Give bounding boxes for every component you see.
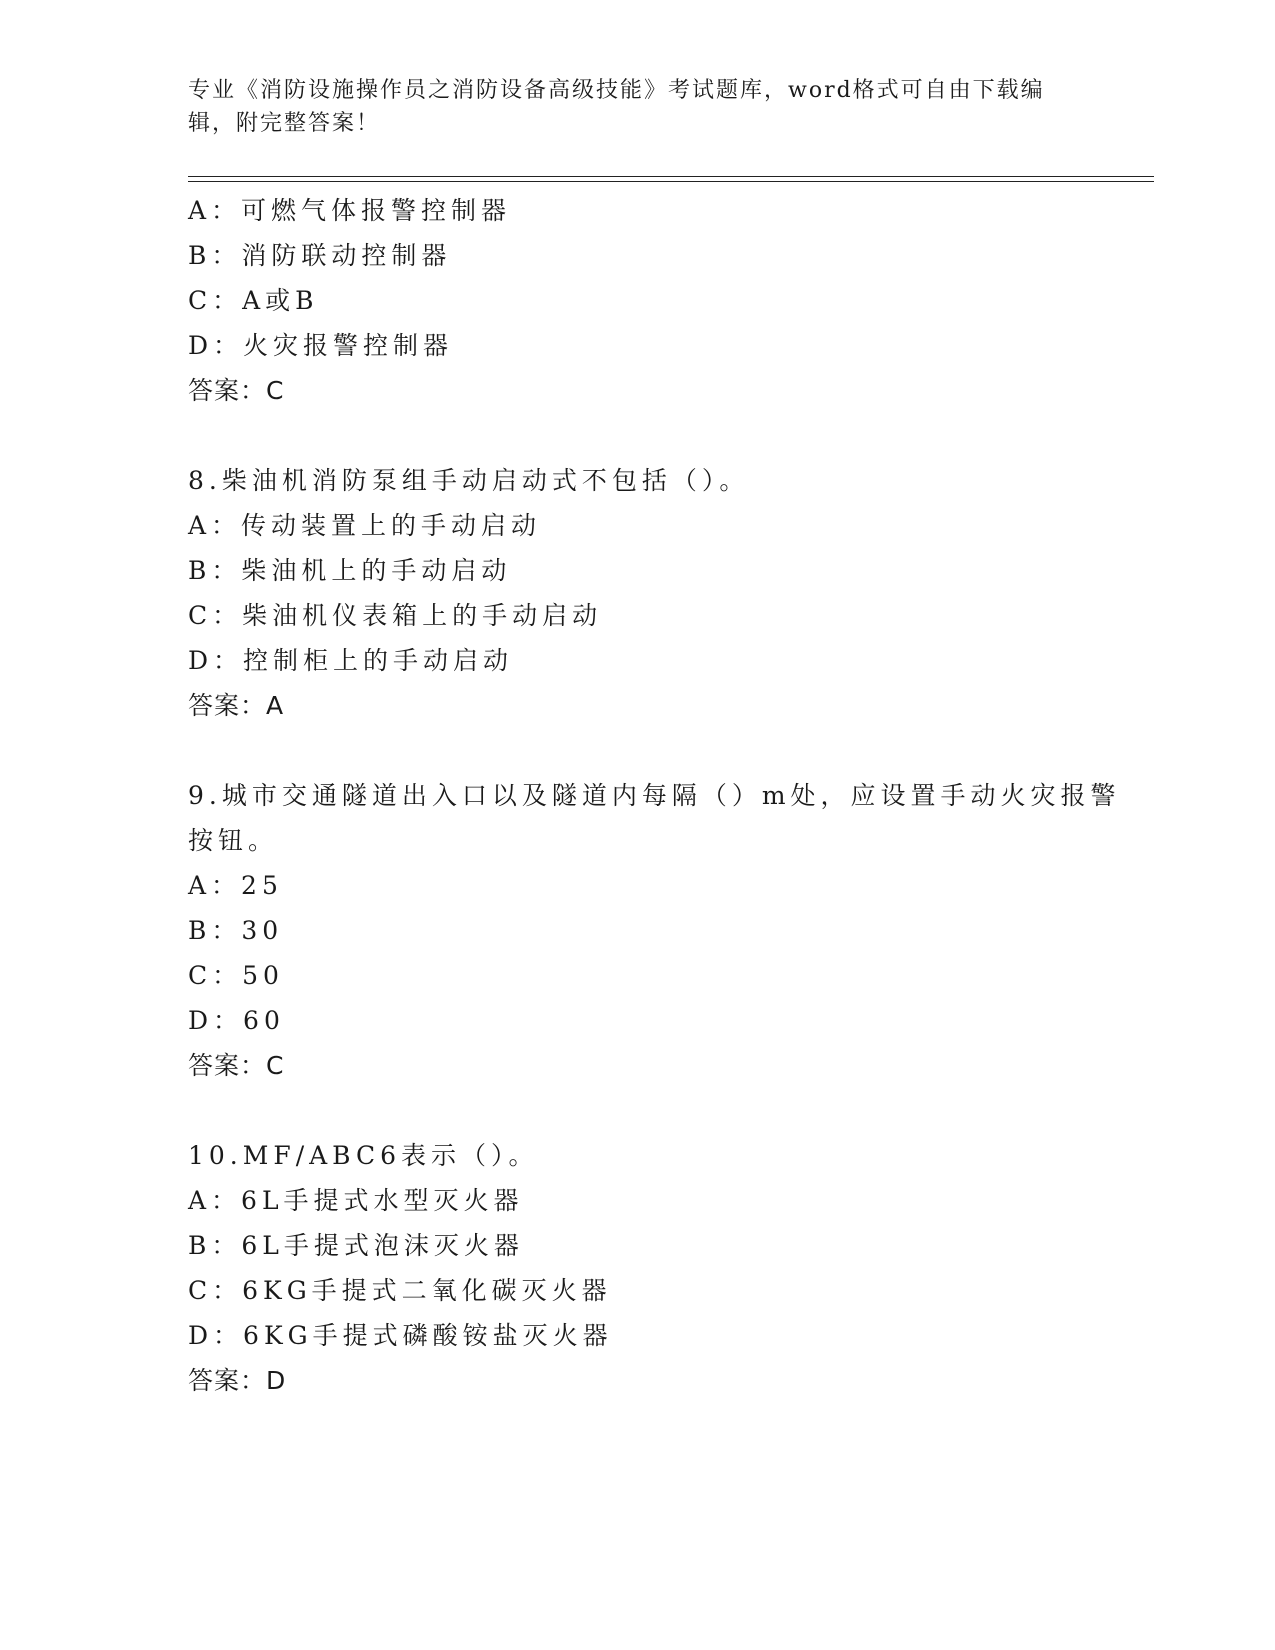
q8-answer: 答案：A — [188, 691, 285, 720]
header-divider-bottom — [188, 181, 1154, 182]
q7-answer: 答案：C — [188, 376, 285, 405]
q7-option-a: A：可燃气体报警控制器 — [188, 196, 512, 225]
q7-option-b: B：消防联动控制器 — [188, 241, 452, 270]
document-header: 专业《消防设施操作员之消防设备高级技能》考试题库，word格式可自由下载编辑，附完整答案！ — [188, 78, 1045, 136]
q9-option-c: C：50 — [188, 961, 284, 990]
q8-option-b: B：柴油机上的手动启动 — [188, 556, 512, 585]
q10-question: 10.MF/ABC6表示（）。 — [188, 1141, 539, 1170]
q7-option-d: D：火灾报警控制器 — [188, 331, 454, 360]
q9-question-line1: 9.城市交通隧道出入口以及隧道内每隔（）m处，应设置手动火灾报警 — [188, 781, 1121, 810]
q8-question: 8.柴油机消防泵组手动启动式不包括（）。 — [188, 466, 750, 495]
header-divider-top — [188, 176, 1154, 177]
q9-question-line2: 按钮。 — [188, 826, 279, 855]
q9-option-a: A：25 — [188, 871, 283, 900]
q9-answer: 答案：C — [188, 1051, 285, 1080]
q9-option-b: B：30 — [188, 916, 284, 945]
q8-option-c: C：柴油机仪表箱上的手动启动 — [188, 601, 603, 630]
q10-answer: 答案：D — [188, 1366, 287, 1395]
q9-option-d: D：60 — [188, 1006, 285, 1035]
q8-option-d: D：控制柜上的手动启动 — [188, 646, 514, 675]
q10-option-b: B：6L手提式泡沫灭火器 — [188, 1231, 524, 1260]
q10-option-a: A：6L手提式水型灭火器 — [188, 1186, 524, 1215]
q8-option-a: A：传动装置上的手动启动 — [188, 511, 542, 540]
q10-option-d: D：6KG手提式磷酸铵盐灭火器 — [188, 1321, 613, 1350]
q7-option-c: C：A或B — [188, 286, 319, 315]
q10-option-c: C：6KG手提式二氧化碳灭火器 — [188, 1276, 612, 1305]
